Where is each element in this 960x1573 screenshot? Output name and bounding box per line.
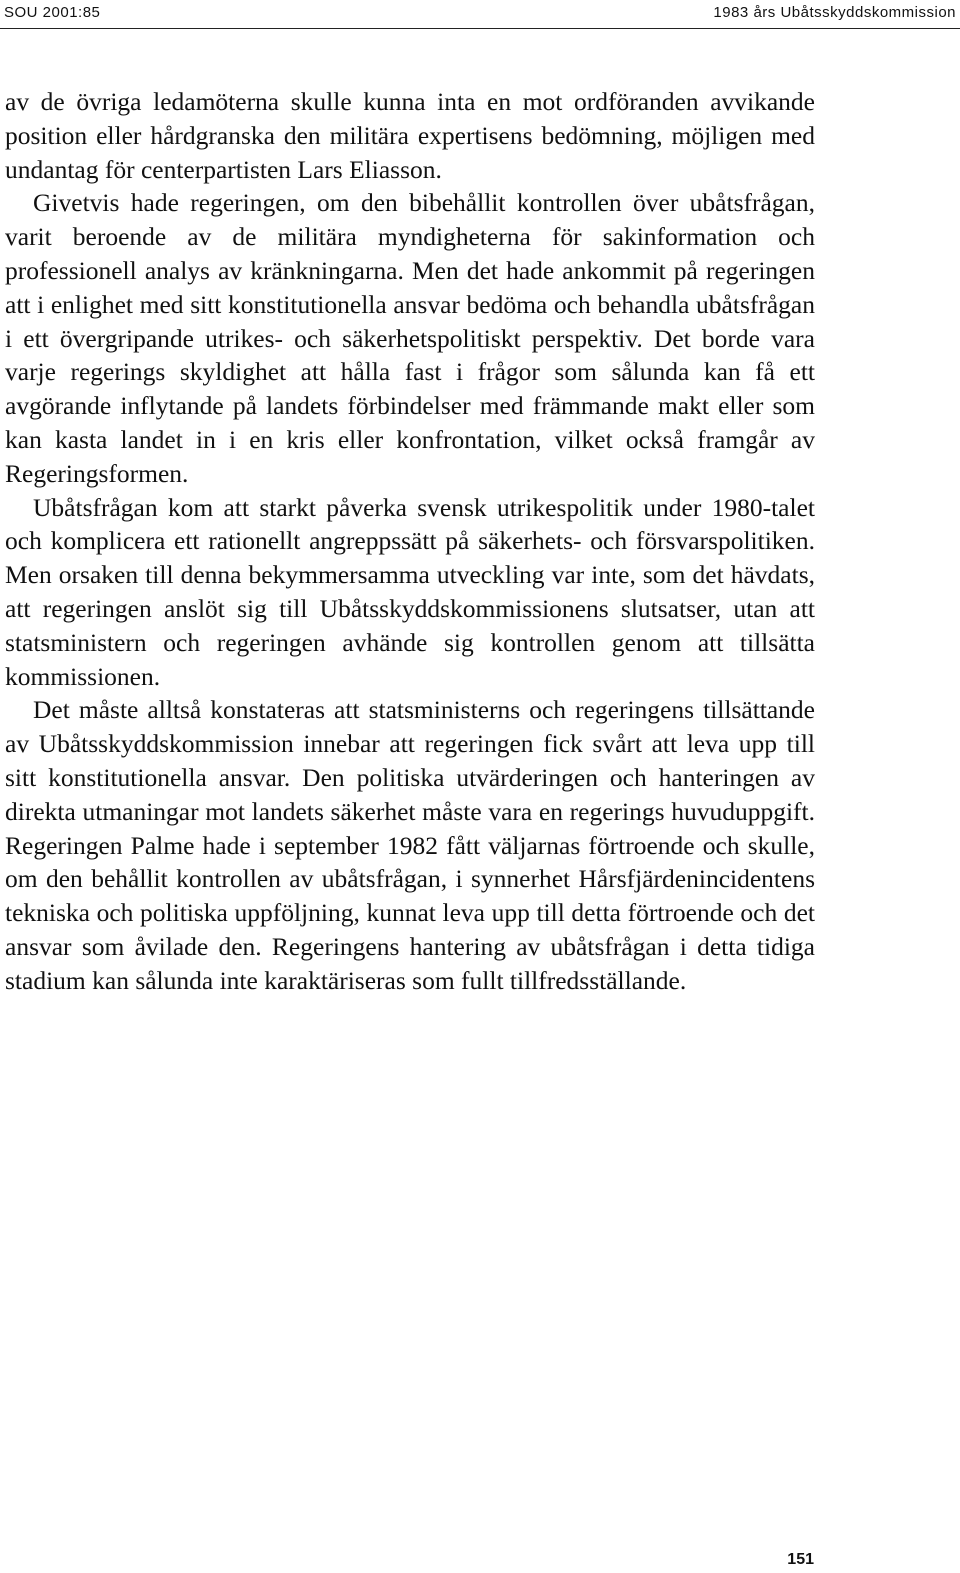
chapter-title: 1983 års Ubåtsskyddskommission: [713, 4, 956, 21]
running-header: [0, 0, 960, 29]
paragraph: Det måste alltså konstateras att statsministerns och regeringens tillsättande av Ubåtsskyddskommission innebar att regeringen fick svårt att leva upp till sitt konstitutionella ansvar. Den politiska utvärderingen och hanteringen av direkta utmaningar mot landets säkerhet måste vara en regerings huvuduppgift. Regeringen Palme hade i september 1982 fått väljarnas förtroende och skulle, om den behållit kontrollen av ubåtsfrågan, i synnerhet Hårsfjärdenincidentens tekniska och politiska uppföljning, kunnat leva upp till detta förtroende och det ansvar som åvilade den. Regeringens hantering av ubåtsfrågan i detta tidiga stadium kan sålunda inte karaktäriseras som fullt tillfredsställande.: [5, 695, 815, 995]
paragraph: av de övriga ledamöterna skulle kunna inta en mot ordföranden avvikande position eller hårdgranska den militära expertisens bedömning, möjligen med undantag för centerpartisten Lars Eliasson.: [5, 87, 815, 184]
page-number: 151: [787, 1551, 814, 1568]
paragraph: Ubåtsfrågan kom att starkt påverka svensk utrikespolitik under 1980-talet och komplicera ett rationellt angreppssätt på säkerhets- och försvarspolitiken. Men orsaken till denna bekymmersamma utveckling var inte, som det hävdats, att regeringen anslöt sig till Ubåtsskyddskommissionens slutsatser, utan att statsministern och regeringen avhände sig kontrollen genom att tillsätta kommissionen.: [5, 492, 815, 691]
paragraph: Givetvis hade regeringen, om den bibehållit kontrollen över ubåtsfrågan, varit beroende av de militära myndigheterna för sakinformation och professionell analys av kränkningarna. Men det hade ankommit på regeringen att i enlighet med sitt konstitutionella ansvar bedöma och behandla ubåtsfrågan i ett övergripande utrikes- och säkerhetspolitiskt perspektiv. Det borde vara varje regerings skyldighet att hålla fast i frågor som sålunda kan få ett avgörande inflytande på landets förbindelser med främmande makt eller som kan kasta landet in i en kris eller konfrontation, vilket också framgår av Regeringsformen.: [5, 188, 815, 488]
body-text: [5, 85, 815, 998]
document-id: SOU 2001:85: [4, 4, 101, 21]
